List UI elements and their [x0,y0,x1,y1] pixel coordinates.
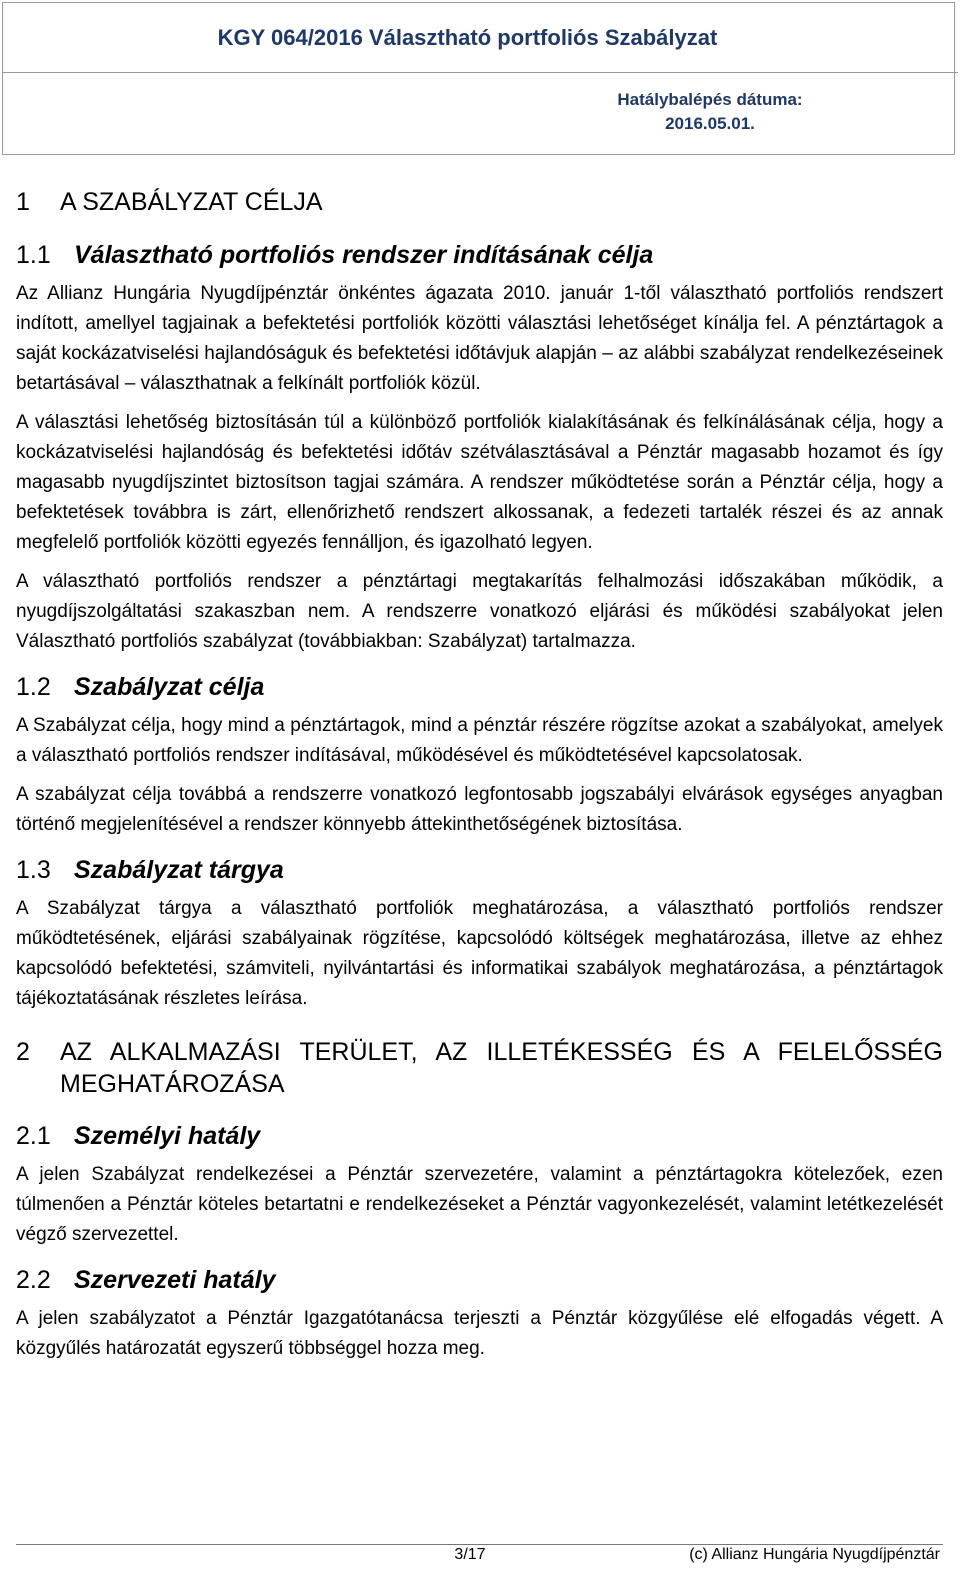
paragraph: A szabályzat célja továbbá a rendszerre vonatkozó legfontosabb jogszabályi elvárások egységes anyagban történő megjelenítésével a rendszer könnyebb áttekinthetőségének biztosítása. [16,784,943,835]
page-number: 3/17 [454,1546,486,1563]
footer-divider [16,1544,943,1545]
paragraph: A jelen Szabályzat rendelkezései a Pénztár szervezetére, valamint a pénztártagokra kötelezőek, ezen túlmenően a Pénztár köteles betartatni e rendelkezéseket a Pénztár vagyonkezelését, valamint letétkezelését végző szervezettel. [16,1164,943,1245]
paragraph: A Szabályzat célja, hogy mind a pénztártagok, mind a pénztár részére rögzítse azokat a szabályokat, amelyek a választható portfoliós rendszer indításával, működésével és működtetésével kapcsolatosak. [16,715,943,766]
header-divider [2,72,958,73]
paragraph: Az Allianz Hungária Nyugdíjpénztár önkéntes ágazata 2010. január 1-től választható portfoliós rendszert indított, amellyel tagjainak a befektetési portfoliók közötti választási lehetőséget kínálja fel. A pénztártagok a saját kockázatviselési hajlandóságuk és befektetési időtávjuk alapján – az alábbi szabályzat rendelkezéseinek betartásával – választhatnak a felkínált portfoliók közül. [16,283,943,394]
section-1-3-heading [16,854,943,886]
section-title: Személyi hatály [74,1122,261,1150]
copyright-notice: (c) Allianz Hungária Nyugdíjpénztár [689,1546,940,1563]
section-title-continued: MEGHATÁROZÁSA [60,1070,285,1098]
section-number: 1.1 [16,241,51,269]
section-number: 2.2 [16,1266,51,1294]
effective-date-value: 2016.05.01. [665,114,755,133]
paragraph: A Szabályzat tárgya a választható portfoliók meghatározása, a választható portfoliós rendszer működtetésének, eljárási szabályainak rögzítése, kapcsolódó költségek meghatározása, illetve az ehhez kapcsolódó befektetési, számviteli, nyilvántartási és informatikai szabályok meghatározása, a pénztártagok tájékoztatásának részletes leírása. [16,898,943,1009]
section-number: 1 [16,188,30,216]
section-number: 2.1 [16,1122,51,1150]
section-title: Választható portfoliós rendszer indításának célja [74,241,654,269]
section-title: Szabályzat célja [74,673,265,701]
section-title: AZ ALKALMAZÁSI TERÜLET, AZ ILLETÉKESSÉG ÉS A FELELŐSSÉG [60,1038,943,1066]
section-1-1-heading [16,239,943,271]
paragraph: A jelen szabályzatot a Pénztár Igazgatótanácsa terjeszti a Pénztár közgyűlése elé elfogadás végett. A közgyűlés határozatát egyszerű többséggel hozza meg. [16,1308,943,1359]
paragraph: A választható portfoliós rendszer a pénztártagi megtakarítás felhalmozási időszakában működik, a nyugdíjszolgáltatási szakaszban nem. A rendszerre vonatkozó eljárási és működési szabályokat jelen Választható portfoliós szabályzat (továbbiakban: Szabályzat) tartalmazza. [16,571,943,652]
section-title: A SZABÁLYZAT CÉLJA [60,188,323,216]
effective-date-label: Hatálybalépés dátuma: [617,90,803,109]
section-2-2-heading [16,1264,943,1296]
section-1-2-heading [16,671,943,703]
document-title: KGY 064/2016 Választható portfoliós Szabályzat [217,25,718,50]
section-number: 1.2 [16,673,51,701]
section-2-heading [16,1036,943,1100]
section-title: Szabályzat tárgya [74,856,284,884]
section-2-1-heading [16,1120,943,1152]
paragraph: A választási lehetőség biztosításán túl a különböző portfoliók kialakításának és felkínálásának célja, hogy a kockázatviselési hajlandóság és befektetési időtáv szétválasztásával a Pénztár magasabb hozamot és így magasabb nyugdíjszintet biztosítson tagjai számára. A rendszer működtetése során a Pénztár célja, hogy a befektetések továbbra is zárt, ellenőrizhető rendszert alkossanak, a fedezeti tartalék részei és az annak megfelelő portfoliók közötti egyezés fennálljon, és igazolható legyen. [16,412,943,553]
section-number: 2 [16,1038,30,1066]
document-body [16,186,943,1364]
section-1-heading [16,186,943,218]
section-number: 1.3 [16,856,51,884]
section-title: Szervezeti hatály [74,1266,276,1294]
